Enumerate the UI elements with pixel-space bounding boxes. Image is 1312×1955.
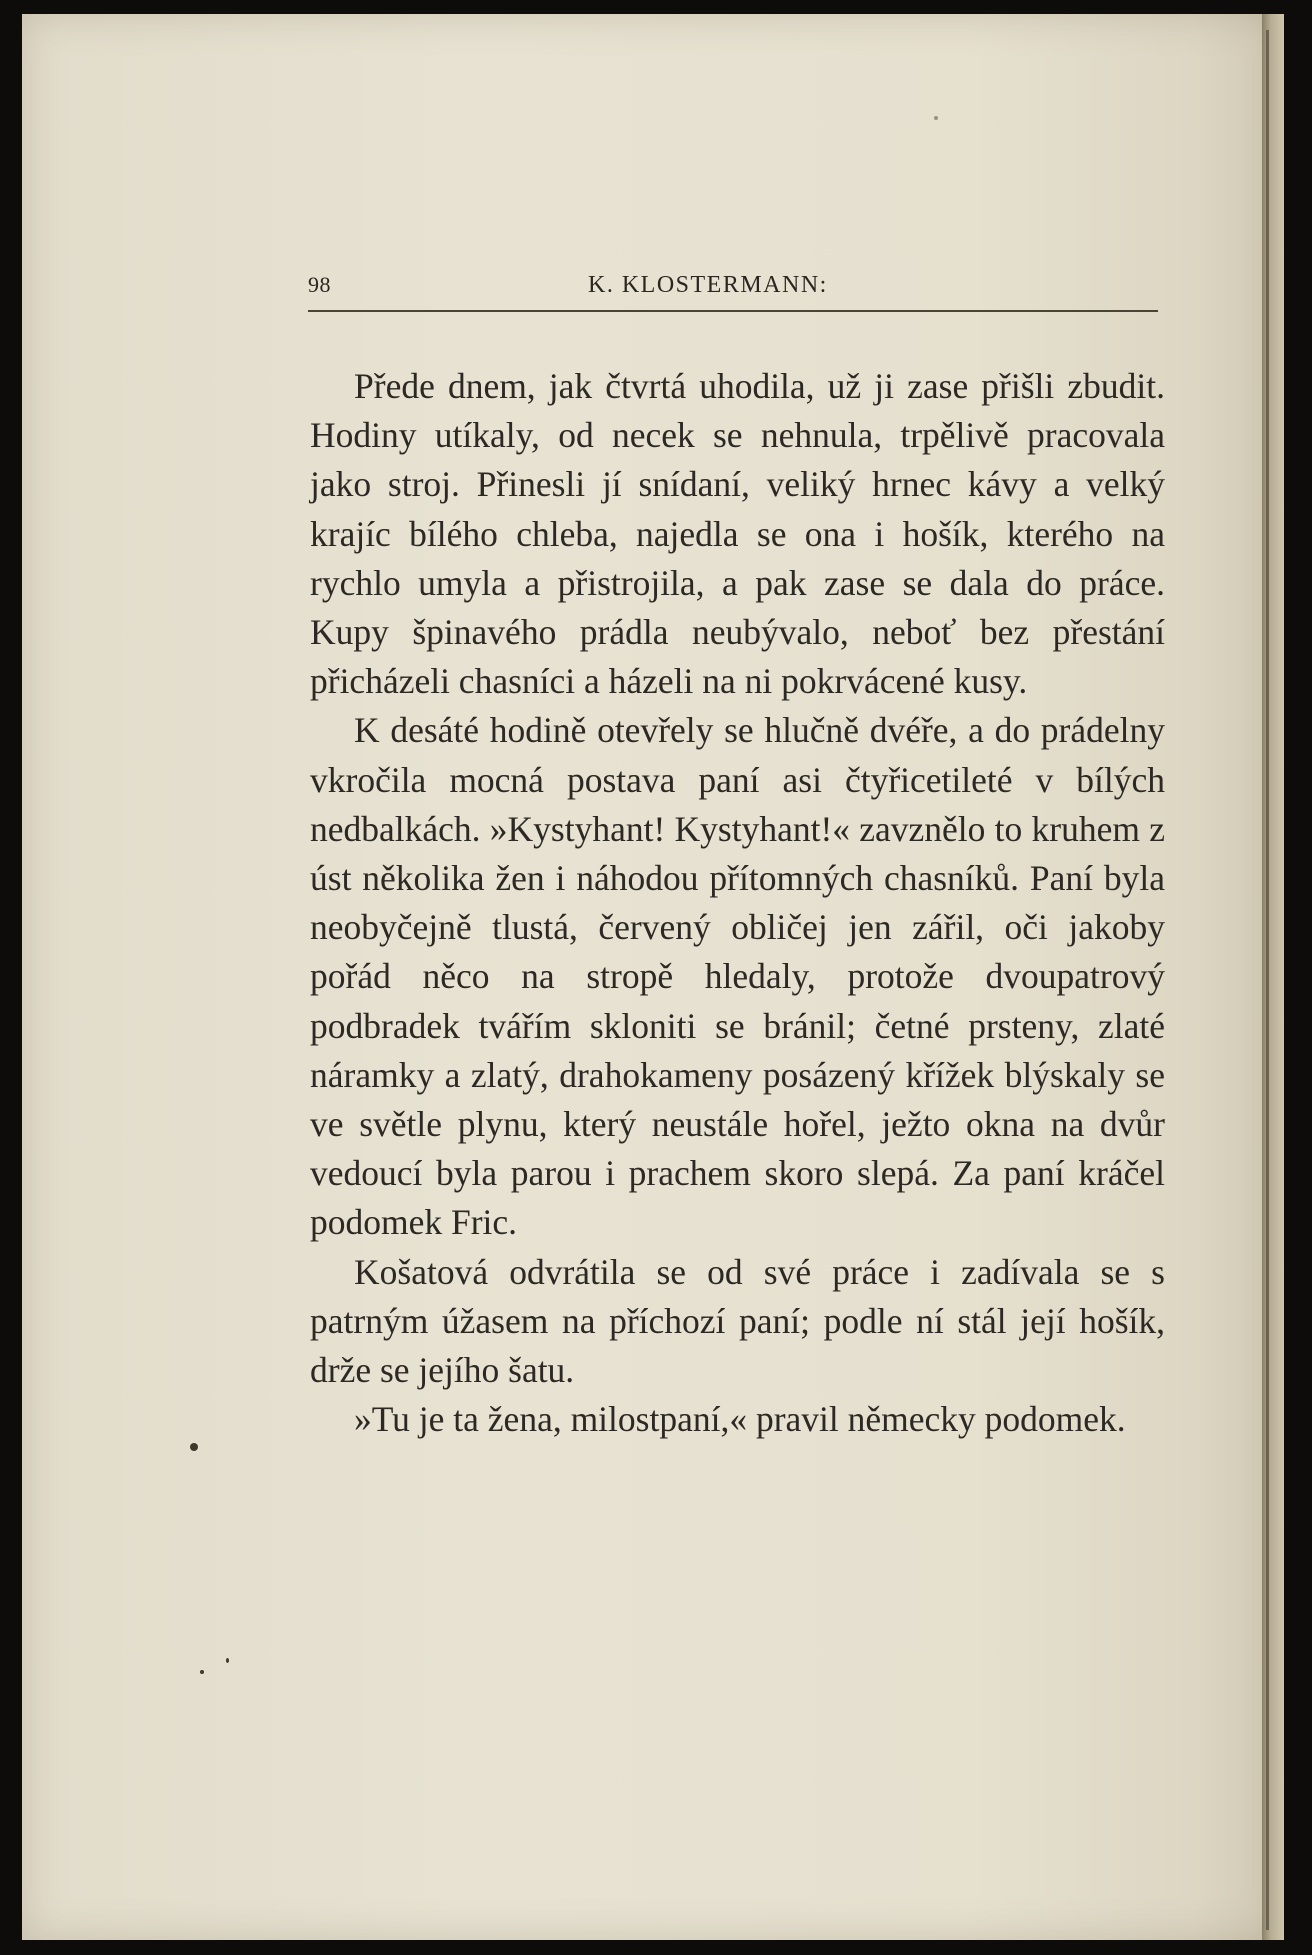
spine-edge bbox=[1266, 30, 1269, 1930]
paragraph: K desáté hodině otevřely se hlučně dvéře, a do prádelny vkročila mocná postava paní asi čtyřicetileté v bílých nedbalkách. »Kystyhant! Kystyhant!« zavznělo to kruhem z úst několika žen i náhodou přítomných chasníků. Paní byla neobyčejně tlustá, červený obličej jen zářil, oči jakoby pořád něco na stropě hledaly, protože dvoupatrový podbradek tvářím skloniti se bránil; četné prsteny, zlaté náramky a zlatý, drahokameny posázený křížek blýskaly se ve světle plynu, který neustále hořel, ježto okna na dvůr vedoucí byla parou i prachem skoro slepá. Za paní kráčel podomek Fric. bbox=[310, 710, 1165, 1243]
ink-speck bbox=[934, 116, 938, 120]
ink-speck bbox=[200, 1670, 204, 1674]
paragraph: Přede dnem, jak čtvrtá uhodila, už ji zase přišli zbudit. Hodiny utíkaly, od necek se nehnula, trpělivě pracovala jako stroj. Přinesli jí snídaní, veliký hrnec kávy a velký krajíc bílého chleba, najedla se ona i hošík, kterého na rychlo umyla a přistrojila, a pak zase se dala do práce. Kupy špinavého prádla neubývalo, neboť bez přestání přicházeli chasníci a házeli na ni pokrvácené kusy. bbox=[310, 366, 1165, 702]
ink-speck bbox=[190, 1443, 198, 1451]
page-number: 98 bbox=[308, 272, 331, 297]
paragraph: Košatová odvrátila se od své práce i zadívala se s patrným úžasem na příchozí paní; podle ní stál její hošík, drže se jejího šatu. bbox=[310, 1251, 1165, 1391]
paragraph: »Tu je ta žena, milostpaní,« pravil německy podomek. bbox=[354, 1399, 1126, 1440]
running-head: K. KLOSTERMANN: bbox=[588, 272, 828, 298]
header-rule bbox=[308, 310, 1158, 312]
page-header bbox=[308, 272, 1158, 312]
body-text bbox=[310, 362, 1165, 1444]
ink-speck bbox=[226, 1658, 229, 1663]
